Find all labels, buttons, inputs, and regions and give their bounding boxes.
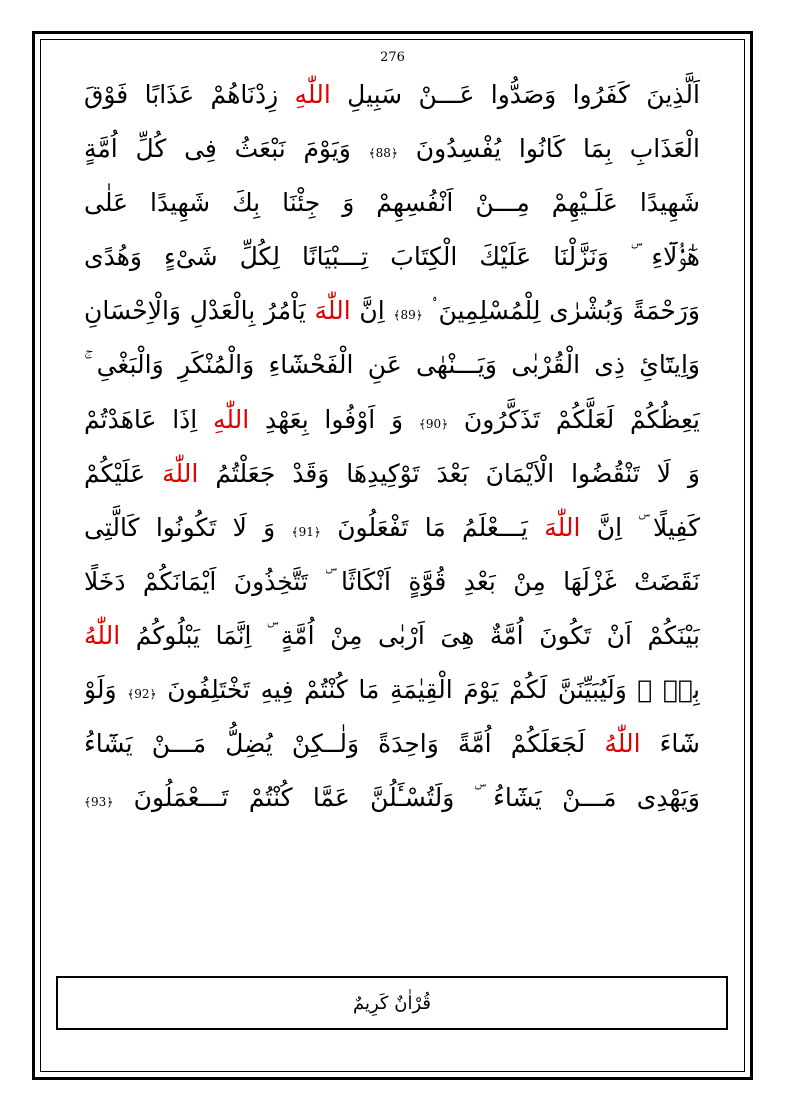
text-segment: وَلَوْ xyxy=(84,675,128,705)
text-segment: شَٓاءَ xyxy=(640,729,700,759)
verse-number: ﴿91﴾ xyxy=(291,524,321,539)
text-line xyxy=(84,68,700,122)
text-segment: اِذَا عَاهَدْتُمْ xyxy=(84,404,213,434)
text-segment: شَهِيدًا عَلَـيْهِمْ مِـــنْ اَنْفُسِهِمْ وَ جِئْنَا بِكَ شَهِيدًا عَلٰى xyxy=(84,188,700,218)
text-segment: وَاِيتَٓائِ ذِى الْقُرْبٰى وَيَـــنْهٰى عَنِ الْفَحْشَٓاءِ وَالْمُنْكَرِ وَالْبَغْىِ ۚ xyxy=(84,350,700,380)
divine-name: اللّٰهُ xyxy=(84,620,121,650)
text-segment: وَ اَوْفُوا بِعَهْدِ xyxy=(249,404,419,434)
divine-name: اللّٰهَ xyxy=(314,296,351,326)
text-segment: بَيْنَكُمْ اَنْ تَكُونَ اُمَّةٌ هِىَ اَرْبٰى مِنْ اُمَّةٍ ۜ اِنَّمَا يَبْلُوكُمُ xyxy=(120,620,700,650)
divine-name: اللّٰهَ xyxy=(544,512,581,542)
text-segment: اِنَّ xyxy=(350,296,394,326)
text-line xyxy=(84,717,700,771)
verse-number: ﴿93﴾ xyxy=(84,795,114,810)
text-line xyxy=(84,555,700,609)
text-line xyxy=(84,176,700,230)
text-segment: اَلَّذِينَ كَفَرُوا وَصَدُّوا عَـــنْ سَبِيلِ xyxy=(330,80,700,109)
footer-box xyxy=(56,976,728,1030)
text-segment: لَجَعَلَكُمْ اُمَّةً وَاحِدَةً وَلٰــكِنْ يُضِلُّ مَـــنْ يَشَٓاءُ xyxy=(84,729,605,759)
verse-number: ﴿90﴾ xyxy=(418,416,449,431)
verse-number: ﴿88﴾ xyxy=(368,146,398,161)
text-segment: زِدْنَاهُمْ عَذَابًا فَوْقَ xyxy=(84,80,295,109)
text-segment: الْعَذَابِ بِمَا كَانُوا يُفْسِدُونَ xyxy=(397,134,700,164)
text-segment: يَاْمُرُ بِالْعَدْلِ وَالْاِحْسَانِ xyxy=(84,296,315,326)
text-line xyxy=(84,230,700,284)
text-segment: وَ لَا تَكُونُوا كَالَّتِى xyxy=(84,512,292,542)
text-line xyxy=(84,663,700,717)
text-line xyxy=(84,122,700,176)
divine-name: اللّٰهُ xyxy=(604,729,641,759)
divine-name: اللّٰهِ xyxy=(212,404,250,434)
footer-label: قُرْاٰنٌ كَرِيمٌ xyxy=(353,992,431,1014)
text-line xyxy=(84,338,700,392)
text-segment: يَـــعْلَمُ مَا تَفْعَلُونَ xyxy=(320,512,545,542)
text-segment: هٰٓؤُ۬لَٓاءِ ۜ وَنَزَّلْنَا عَلَيْكَ الْكِتَابَ تِـــبْيَانًا لِكُلِّ شَیْءٍ وَهُدًى xyxy=(84,242,700,272)
text-segment: كَفِيلًا ۜ اِنَّ xyxy=(580,512,700,542)
text-segment: وَيَهْدِى مَـــنْ يَشَٓاءُ ۜ وَلَتُسْـَٔلُنَّ عَمَّا كُنْتُمْ تَـــعْمَلُونَ xyxy=(113,783,700,813)
quran-text-block xyxy=(84,68,700,825)
text-segment: بِهٖ ۜ وَلَيُبَيِّنَنَّ لَكُمْ يَوْمَ الْقِيٰمَةِ مَا كُنْتُمْ فِيهِ تَخْتَلِفُونَ xyxy=(156,675,700,705)
text-line xyxy=(84,393,700,447)
text-line xyxy=(84,501,700,555)
text-segment: وَيَوْمَ نَبْعَثُ فِى كُلِّ اُمَّةٍ xyxy=(84,134,369,164)
divine-name: اللّٰهَ xyxy=(162,458,199,488)
text-line xyxy=(84,771,700,825)
text-segment: نَقَضَتْ غَزْلَهَا مِنْ بَعْدِ قُوَّةٍ اَنْكَاثًا ۜ تَتَّخِذُونَ اَيْمَانَكُمْ دَخَلًا xyxy=(84,566,700,596)
text-line xyxy=(84,609,700,663)
verse-number: ﴿92﴾ xyxy=(127,687,157,702)
text-segment: يَعِظُكُمْ لَعَلَّكُمْ تَذَكَّرُونَ xyxy=(448,404,700,434)
text-line xyxy=(84,284,700,338)
text-segment: وَ لَا تَنْقُضُوا الْاَيْمَانَ بَعْدَ تَوْكِيدِهَا وَقَدْ جَعَلْتُمُ xyxy=(198,458,700,488)
text-line xyxy=(84,447,700,501)
divine-name: اللّٰهِ xyxy=(294,80,331,109)
verse-number: ﴿89﴾ xyxy=(393,308,423,323)
text-segment: عَلَيْكُمْ xyxy=(84,458,163,488)
text-segment: وَرَحْمَةً وَبُشْرٰى لِلْمُسْلِمِينَ ۟ xyxy=(422,296,700,326)
page-number: 276 xyxy=(380,50,405,65)
